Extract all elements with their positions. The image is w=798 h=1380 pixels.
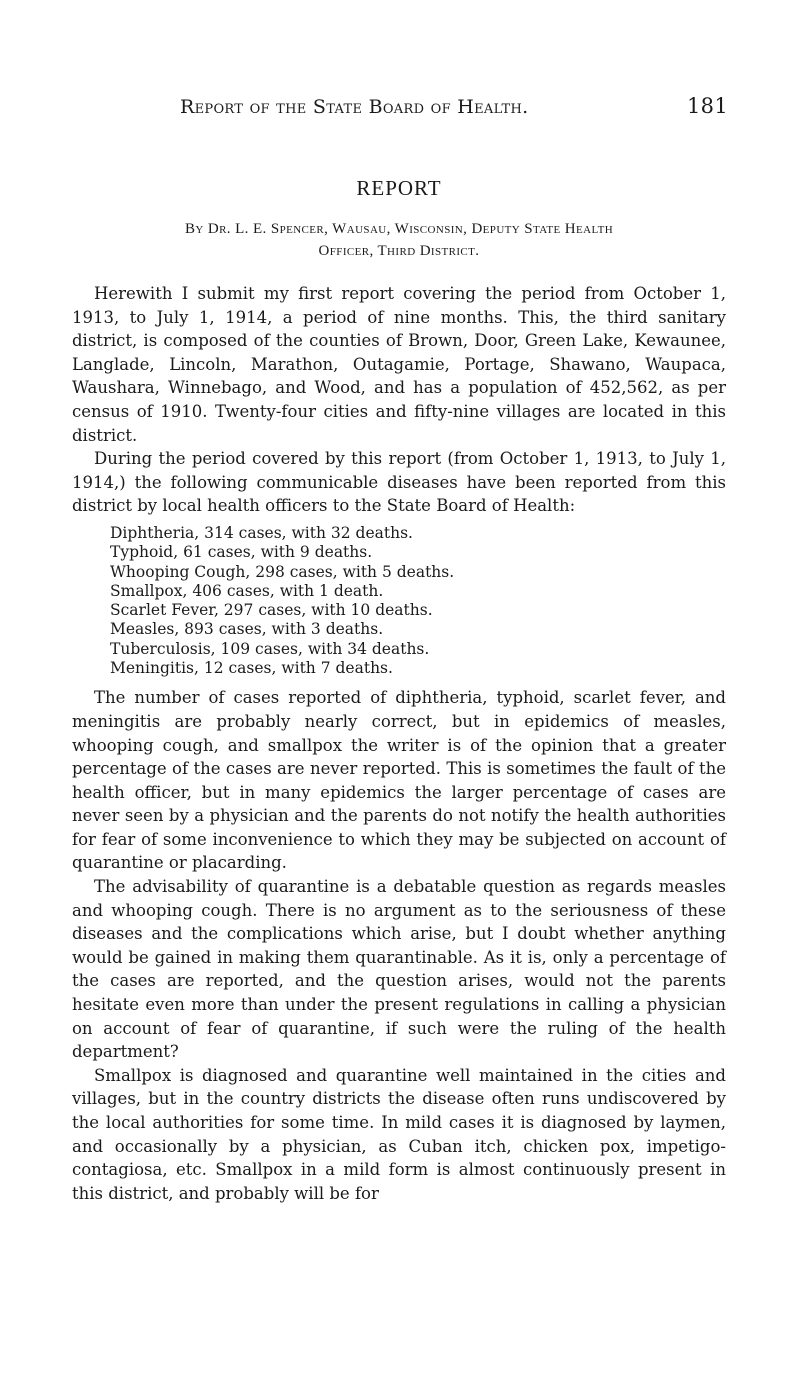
byline-line-2: Officer, Third District. — [318, 243, 480, 259]
paragraph-reporting: The number of cases reported of diphtheria, typhoid, scarlet fever, and meningitis are probably nearly correct, but in epidemics of measles, whooping cough, and smallpox the writer is of the opinion that a greater percentage of the cases are never reported. This is sometimes the fault of the health officer, but in many epidemics the larger percentage of cases are never seen by a physician and the parents do not notify the health authorities for fear of some inconvenience to which they may be subjected on account of quarantine or placarding. — [72, 688, 726, 873]
paragraph-introduction: Herewith I submit my first report covering the period from October 1, 1913, to July 1, 1914, a period of nine months. This, the third sanitary district, is composed of the counties of Brown, Door, Green Lake, Kewaunee, Langlade, Lincoln, Marathon, Outagamie, Portage, Shawano, Waupaca, Waushara, Winnebago, and Wood, and has a population of 452,562, as per census of 1910. Twenty-four cities and fifty-nine villages are located in this district. — [72, 284, 726, 445]
byline-line-1: By Dr. L. E. Spencer, Wausau, Wisconsin, Deputy State Health — [184, 221, 614, 237]
disease-item-smallpox: Smallpox, 406 cases, with 1 death. — [110, 581, 384, 600]
running-header — [180, 94, 728, 118]
disease-item-whooping-cough: Whooping Cough, 298 cases, with 5 deaths. — [110, 562, 455, 581]
running-title: Report of the State Board of Health. — [180, 96, 529, 118]
page-number: 181 — [687, 94, 728, 118]
disease-item-typhoid: Typhoid, 61 cases, with 9 deaths. — [110, 543, 373, 562]
disease-item-measles: Measles, 893 cases, with 3 deaths. — [110, 620, 384, 639]
report-body — [72, 282, 726, 1205]
paragraph-diseases-intro: During the period covered by this report (from October 1, 1913, to July 1, 1914,) the following communicable diseases have been reported from this district by local health officers to the State Board of Health: — [72, 449, 726, 516]
author-byline — [72, 218, 726, 262]
disease-item-diphtheria: Diphtheria, 314 cases, with 32 deaths. — [110, 523, 413, 542]
paragraph-quarantine: The advisability of quarantine is a debatable question as regards measles and whooping cough. There is no argument as to the seriousness of these diseases and the complications which arise, but I doubt whether anything would be gained in making them quarantinable. As it is, only a percentage of the cases are reported, and the question arises, would not the parents hesitate even more than under the present regulations in calling a physician on account of fear of quarantine, if such were the ruling of the health department? — [72, 877, 726, 1062]
disease-list — [110, 524, 726, 678]
disease-item-meningitis: Meningitis, 12 cases, with 7 deaths. — [110, 659, 393, 678]
report-heading: REPORT — [356, 176, 442, 200]
disease-item-tuberculosis: Tuberculosis, 109 cases, with 34 deaths. — [110, 639, 430, 658]
paragraph-smallpox: Smallpox is diagnosed and quarantine well maintained in the cities and villages, but in the country districts the disease often runs undiscovered by the local authorities for some time. In mild cases it is diagnosed by laymen, and occasionally by a physician, as Cuban itch, chicken pox, impetigo-contagiosa, etc. Smallpox in a mild form is almost continuously present in this district, and probably will be for — [72, 1065, 726, 1203]
disease-item-scarlet-fever: Scarlet Fever, 297 cases, with 10 deaths. — [110, 601, 433, 620]
